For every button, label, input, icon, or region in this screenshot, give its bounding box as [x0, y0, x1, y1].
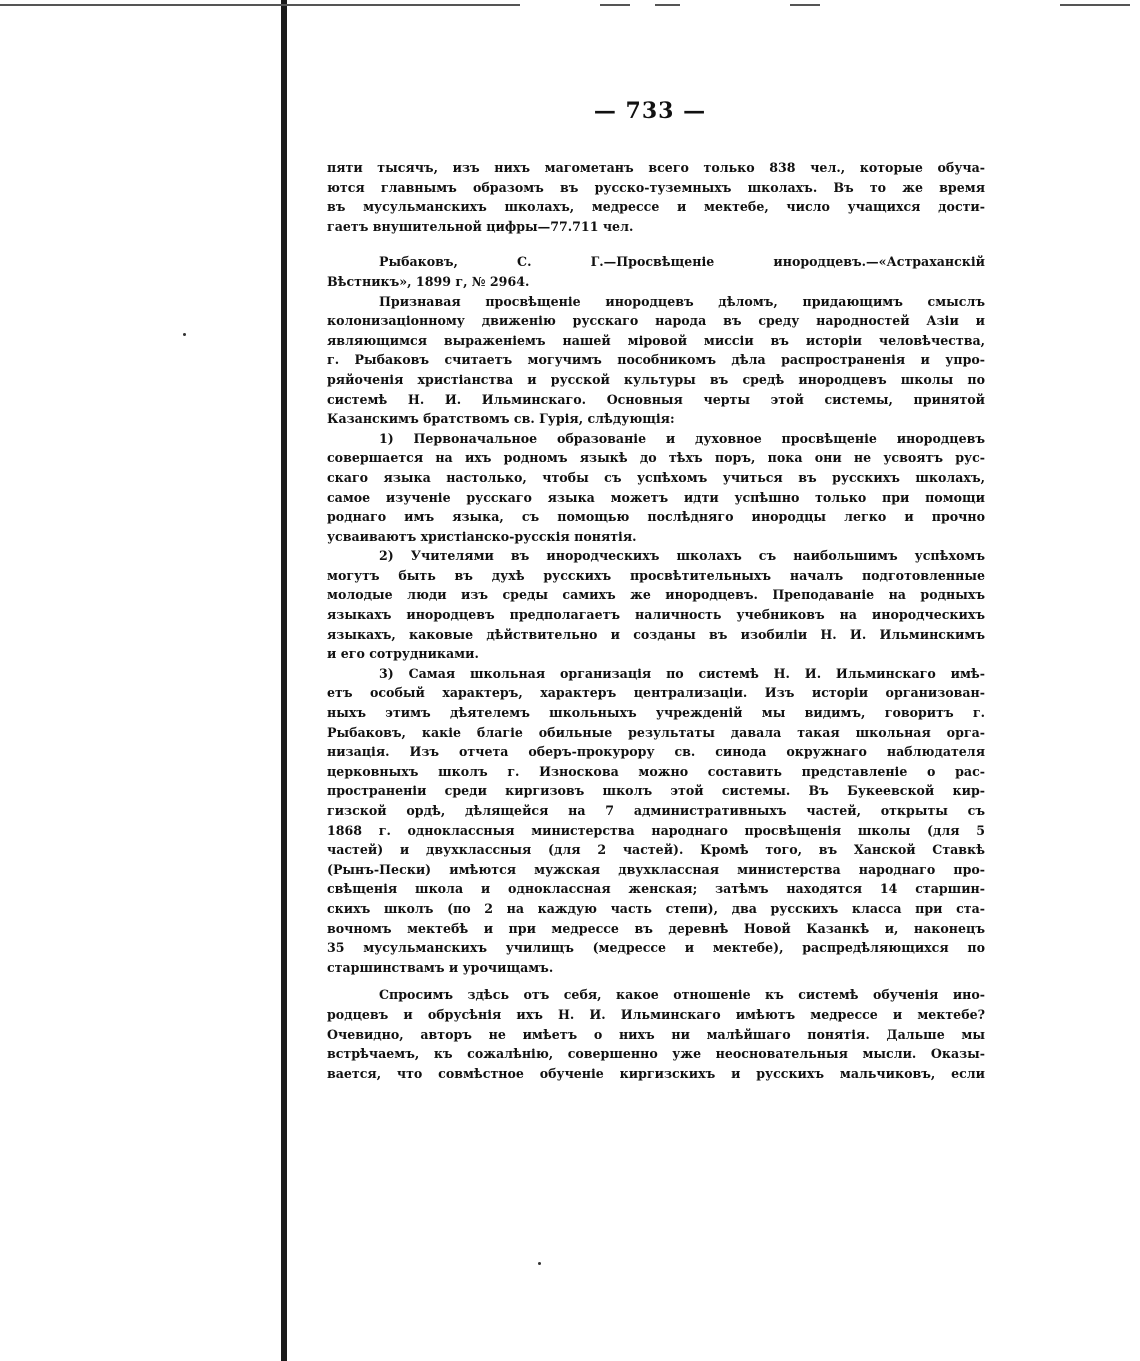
text-line: свѣщенія школа и одноклассная женская; затѣмъ находятся 14 старшин- [327, 881, 985, 897]
top-rule [790, 4, 820, 6]
book-binding-edge [281, 0, 287, 1361]
text-line: ряйоченія христіанства и русской культуры въ средѣ инородцевъ школы по [327, 371, 985, 387]
text-line: молодые люди изъ среды самихъ же инородцевъ. Преподаваніе на родныхъ [327, 587, 985, 603]
text-line: скихъ школъ (по 2 на каждую часть степи), два русскихъ класса при ста- [327, 900, 985, 916]
scan-speck [183, 333, 186, 336]
paragraph [327, 546, 985, 664]
text-line: языкахъ, каковые дѣйствительно и созданы въ изобиліи Н. И. Ильминскимъ [327, 626, 985, 642]
text-line: скаго языка настолько, чтобы съ успѣхомъ учиться въ русскихъ школахъ, [327, 469, 985, 485]
text-line: системѣ Н. И. Ильминскаго. Основныя черты этой системы, принятой [327, 391, 985, 407]
text-line: 1868 г. одноклассныя министерства народнаго просвѣщенія школы (для 5 [327, 822, 985, 838]
text-line: низація. Изъ отчета оберъ-прокурору св. синода окружнаго наблюдателя [327, 744, 985, 760]
text-line: Признавая просвѣщеніе инородцевъ дѣломъ, придающимъ смыслъ [379, 293, 985, 309]
text-line: Очевидно, авторъ не имѣетъ о нихъ ни малѣйшаго понятія. Дальше мы [327, 1026, 985, 1042]
text-line: ныхъ этимъ дѣятелемъ школьныхъ учрежденій мы видимъ, говоритъ г. [327, 705, 985, 721]
text-line: гаетъ внушительной цифры—77.711 чел. [327, 218, 634, 234]
top-rule [0, 4, 520, 6]
text-line: являющимся выраженіемъ нашей міровой миссіи въ исторіи человѣчества, [327, 332, 985, 348]
text-line: церковныхъ школъ г. Износкова можно составить представленіе о рас- [327, 763, 985, 779]
text-line: Рыбаковъ, какіе благіе обильные результаты давала такая школьная орга- [327, 724, 985, 740]
text-line: Рыбаковъ, С. Г.—Просвѣщеніе инородцевъ.—«Астраханскій [379, 254, 985, 270]
text-line: частей) и двухклассныя (для 2 частей). Кромѣ того, въ Ханской Ставкѣ [327, 842, 985, 858]
text-line: Спросимъ здѣсь отъ себя, какое отношеніе къ системѣ обученія ино- [379, 987, 985, 1003]
text-line: вается, что совмѣстное обученіе киргизскихъ и русскихъ мальчиковъ, если [327, 1065, 985, 1081]
text-line: гизской ордѣ, дѣлящейся на 7 административныхъ частей, открыты съ [327, 803, 985, 818]
top-rule [600, 4, 630, 6]
text-line: 35 мусульманскихъ училищъ (медрессе и мектебе), распредѣляющихся по [327, 940, 985, 956]
text-line: роднаго имъ языка, съ помощью послѣдняго инородцы легко и прочно [327, 509, 985, 525]
text-line: колонизаціонному движенію русскаго народа въ среду народностей Азіи и [327, 313, 985, 329]
text-line: могутъ быть въ духѣ русскихъ просвѣтительныхъ началъ подготовленные [327, 567, 985, 583]
text-line: (Рынъ-Пески) имѣются мужская двухклассная министерства народнаго про- [327, 861, 985, 877]
text-line: родцевъ и обрусѣнія ихъ Н. И. Ильминскаго имѣютъ медрессе и мектебе? [327, 1006, 985, 1022]
text-column [327, 158, 985, 1083]
paragraph [327, 429, 985, 547]
citation [327, 252, 985, 291]
paragraph [327, 664, 985, 978]
text-line: Казанскимъ братствомъ св. Гурія, слѣдующія: [327, 411, 675, 427]
top-rule [1060, 4, 1130, 6]
text-line: 2) Учителями въ инородческихъ школахъ съ наибольшимъ успѣхомъ [379, 548, 985, 564]
text-line: самое изученіе русскаго языка можетъ идти успѣшно только при помощи [327, 489, 985, 505]
text-line: ются главнымъ образомъ въ русско-туземныхъ школахъ. Въ то же время [327, 179, 985, 195]
page-number: — 733 — [593, 98, 707, 124]
text-line: языкахъ инородцевъ предполагаетъ наличность учебниковъ на инородческихъ [327, 607, 985, 623]
text-line: въ мусульманскихъ школахъ, медрессе и мектебе, число учащихся дости- [327, 199, 985, 215]
text-line: старшинствамъ и урочищамъ. [327, 959, 554, 975]
text-line: совершается на ихъ родномъ языкѣ до тѣхъ поръ, пока они не усвоятъ рус- [327, 450, 985, 466]
text-line: пяти тысячъ, изъ нихъ магометанъ всего только 838 чел., которые обуча- [327, 160, 985, 175]
text-line: встрѣчаемъ, къ сожалѣнію, совершенно уже неосновательныя мысли. Оказы- [327, 1046, 985, 1062]
text-line: г. Рыбаковъ считаетъ могучимъ пособникомъ дѣла распространенія и упро- [327, 352, 985, 368]
top-rule [655, 4, 680, 6]
text-line: Вѣстникъ», 1899 г, № 2964. [327, 273, 530, 289]
text-line: и его сотрудниками. [327, 646, 479, 662]
scan-speck [538, 1262, 541, 1265]
text-line: усваиваютъ христіанско-русскія понятія. [327, 528, 637, 544]
paragraph [327, 158, 985, 236]
text-line: пространеніи среди киргизовъ школъ этой системы. Въ Букеевской кир- [327, 783, 985, 799]
paragraph [327, 292, 985, 429]
text-line: 1) Первоначальное образованіе и духовное просвѣщеніе инородцевъ [379, 430, 985, 446]
text-line: вочномъ мектебѣ и при медрессе въ деревнѣ Новой Казанкѣ и, наконецъ [327, 920, 985, 936]
text-line: етъ особый характеръ, характеръ централизаціи. Изъ исторіи организован- [327, 685, 985, 701]
text-line: 3) Самая школьная организація по системѣ Н. И. Ильминскаго имѣ- [379, 665, 985, 681]
paragraph [327, 985, 985, 1083]
